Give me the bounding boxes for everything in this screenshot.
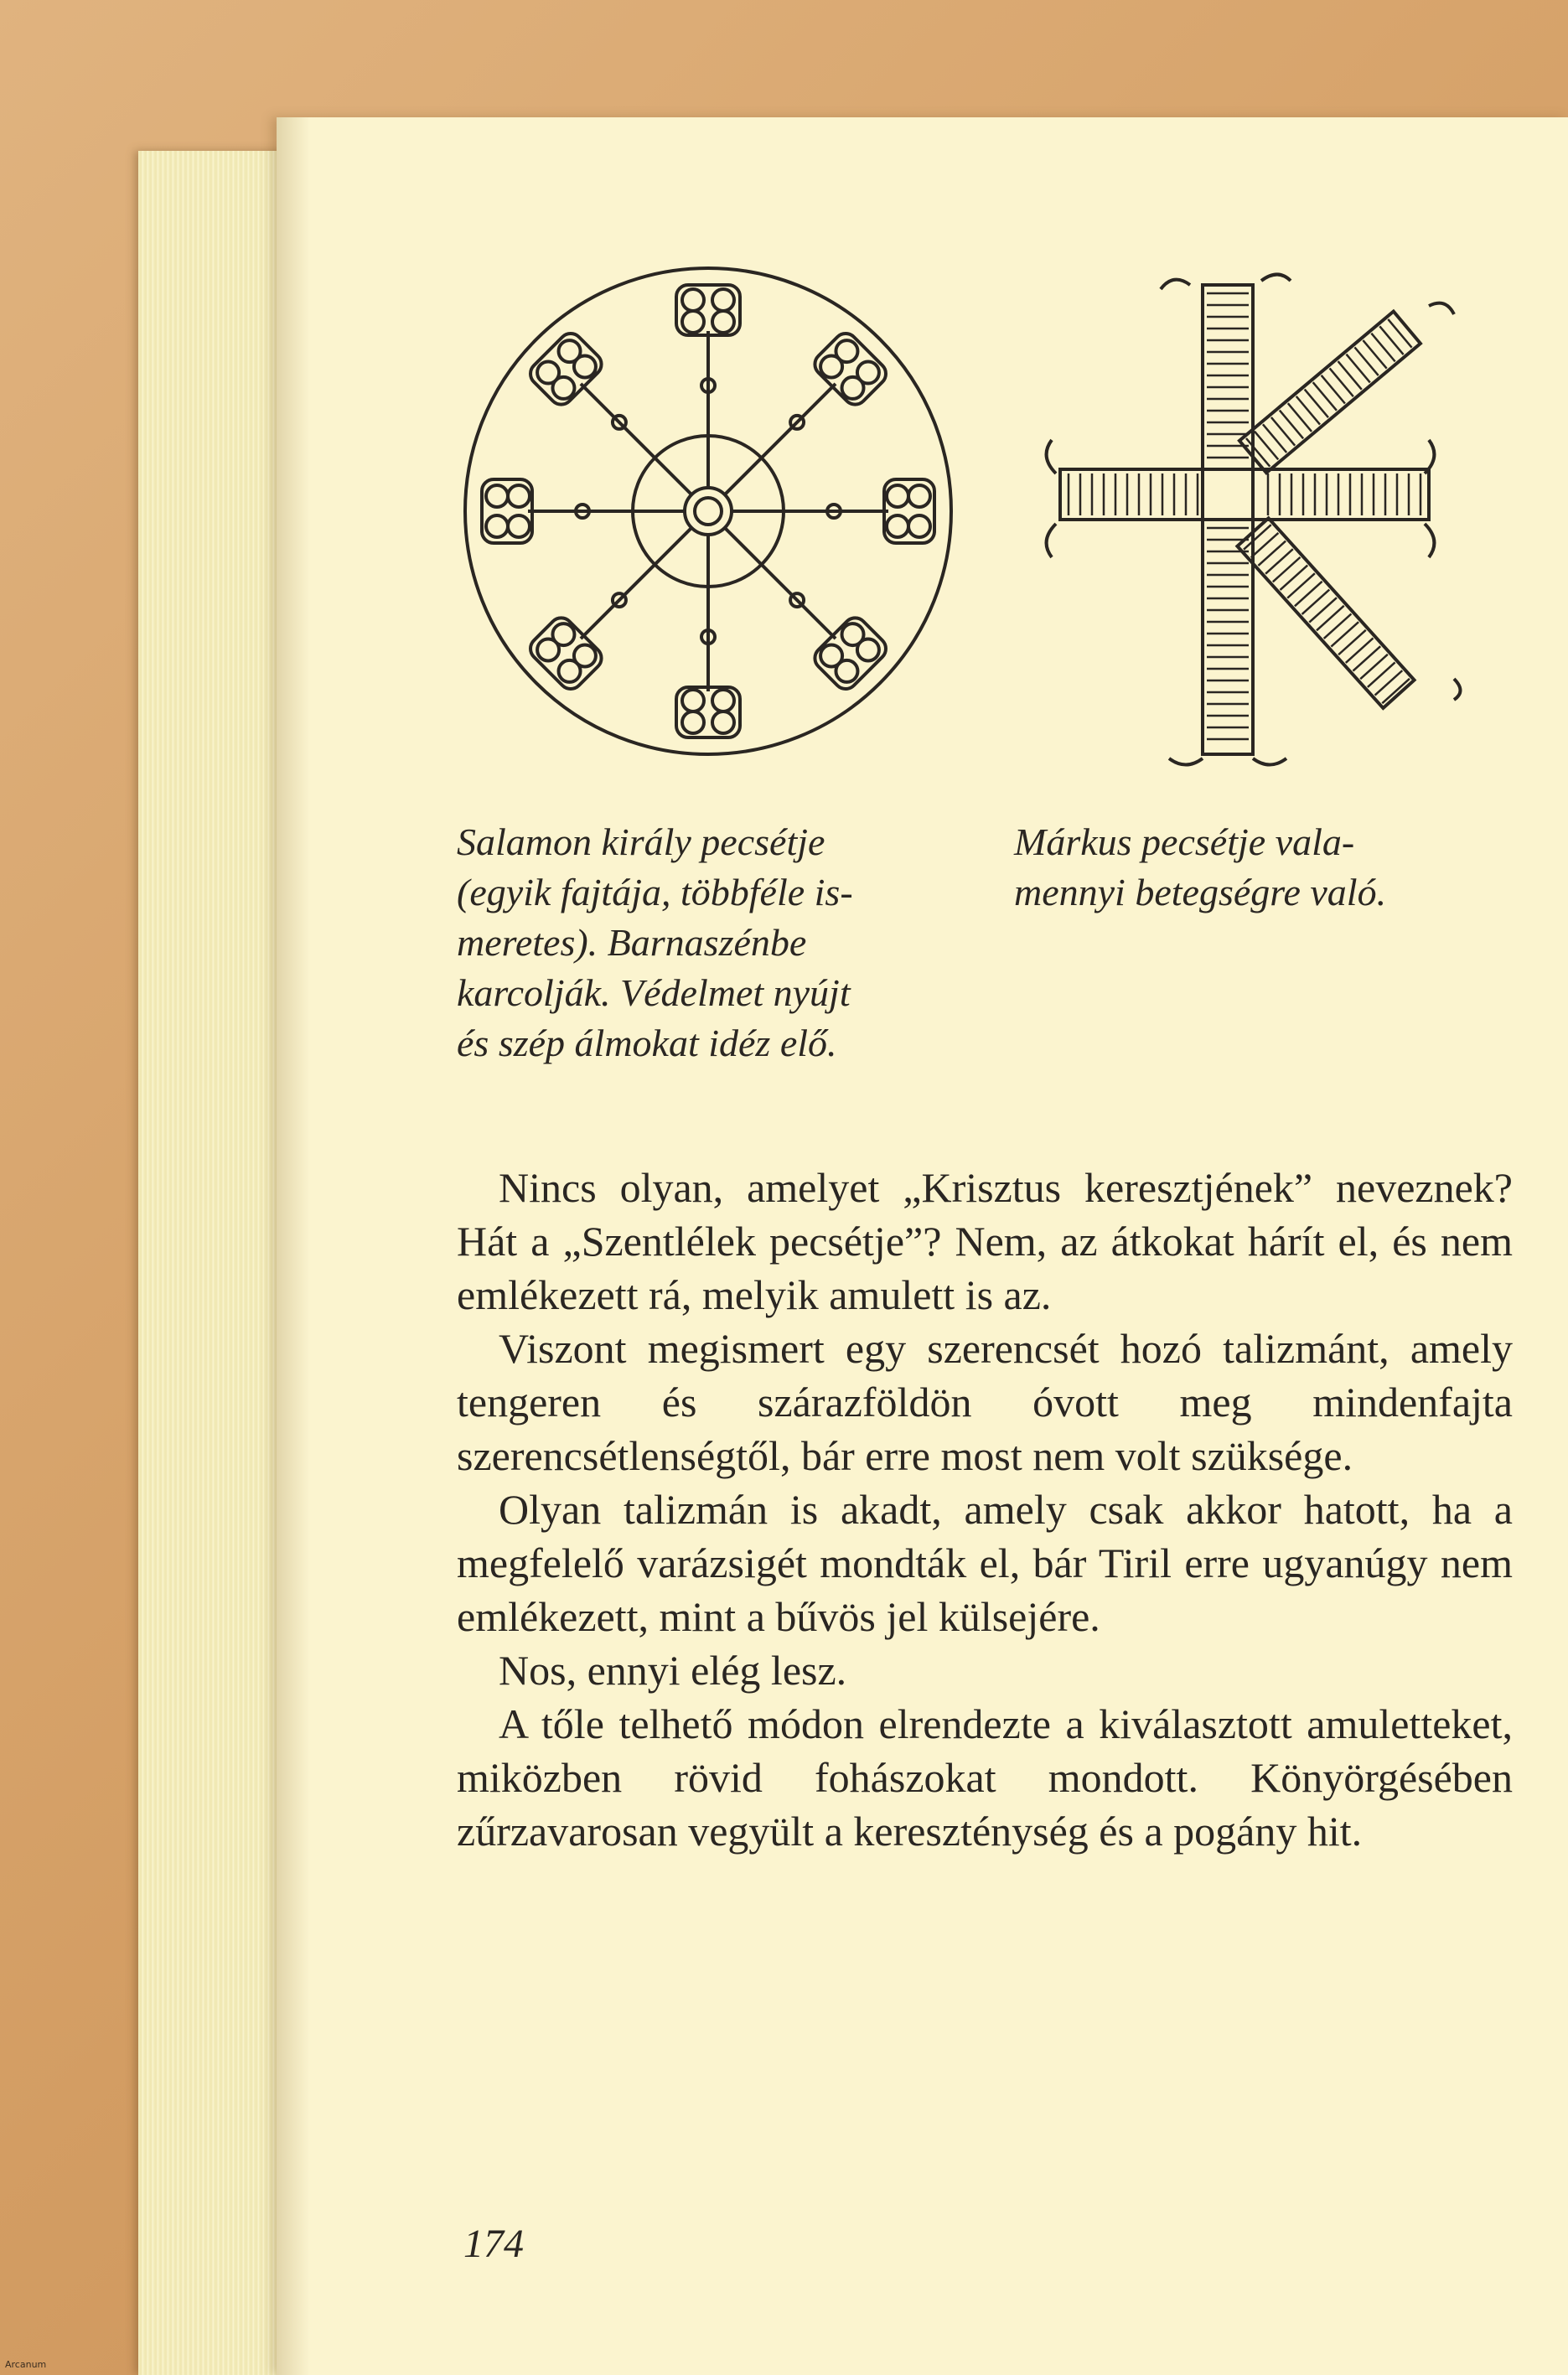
caption-line: és szép álmokat idéz elő. [457, 1022, 837, 1064]
caption-line: Márkus pecsétje vala- [1014, 820, 1355, 863]
paragraph: Viszont megismert egy szerencsét hozó talizmánt, amely tengeren és szárazföldön óvott meg mindenfajta szerencsétlenségtől, bár erre most nem volt szüksége. [457, 1325, 1513, 1479]
solomon-seal-illustration [457, 260, 960, 763]
caption-line: Salamon király pecsétje [457, 820, 825, 863]
markus-seal-illustration [1035, 268, 1471, 771]
caption-line: meretes). Barnaszénbe [457, 921, 807, 964]
figure-caption-markus [1014, 817, 1513, 918]
paragraph: Nincs olyan, amelyet „Krisztus keresztjének” neveznek? Hát a „Szentlélek pecsétje”? Nem, az átkokat hárít el, és nem emlékezett rá, melyik amulett is az. [457, 1164, 1513, 1318]
caption-line: mennyi betegségre való. [1014, 871, 1387, 913]
paragraph: A tőle telhető módon elrendezte a kiválasztott amuletteket, miközben rövid fohászokat mondott. Könyörgésében zűrzavarosan vegyült a kereszténység és a pogány hit. [457, 1700, 1513, 1855]
book-page-edges [138, 151, 289, 2375]
paragraph: Nos, ennyi elég lesz. [499, 1647, 847, 1694]
figure-caption-solomon [457, 817, 964, 1068]
caption-line: karcolják. Védelmet nyújt [457, 971, 851, 1014]
caption-line: (egyik fajtája, többféle is- [457, 871, 853, 913]
archive-watermark: Arcanum [5, 2359, 47, 2370]
body-text [457, 1161, 1513, 1858]
page-number: 174 [463, 2222, 524, 2266]
page-gutter [277, 117, 310, 2375]
paragraph: Olyan talizmán is akadt, amely csak akkor hatott, ha a megfelelő varázsigét mondták el, bár Tiril erre ugyanúgy nem emlékezett, mint a bűvös jel külsejére. [457, 1486, 1513, 1640]
